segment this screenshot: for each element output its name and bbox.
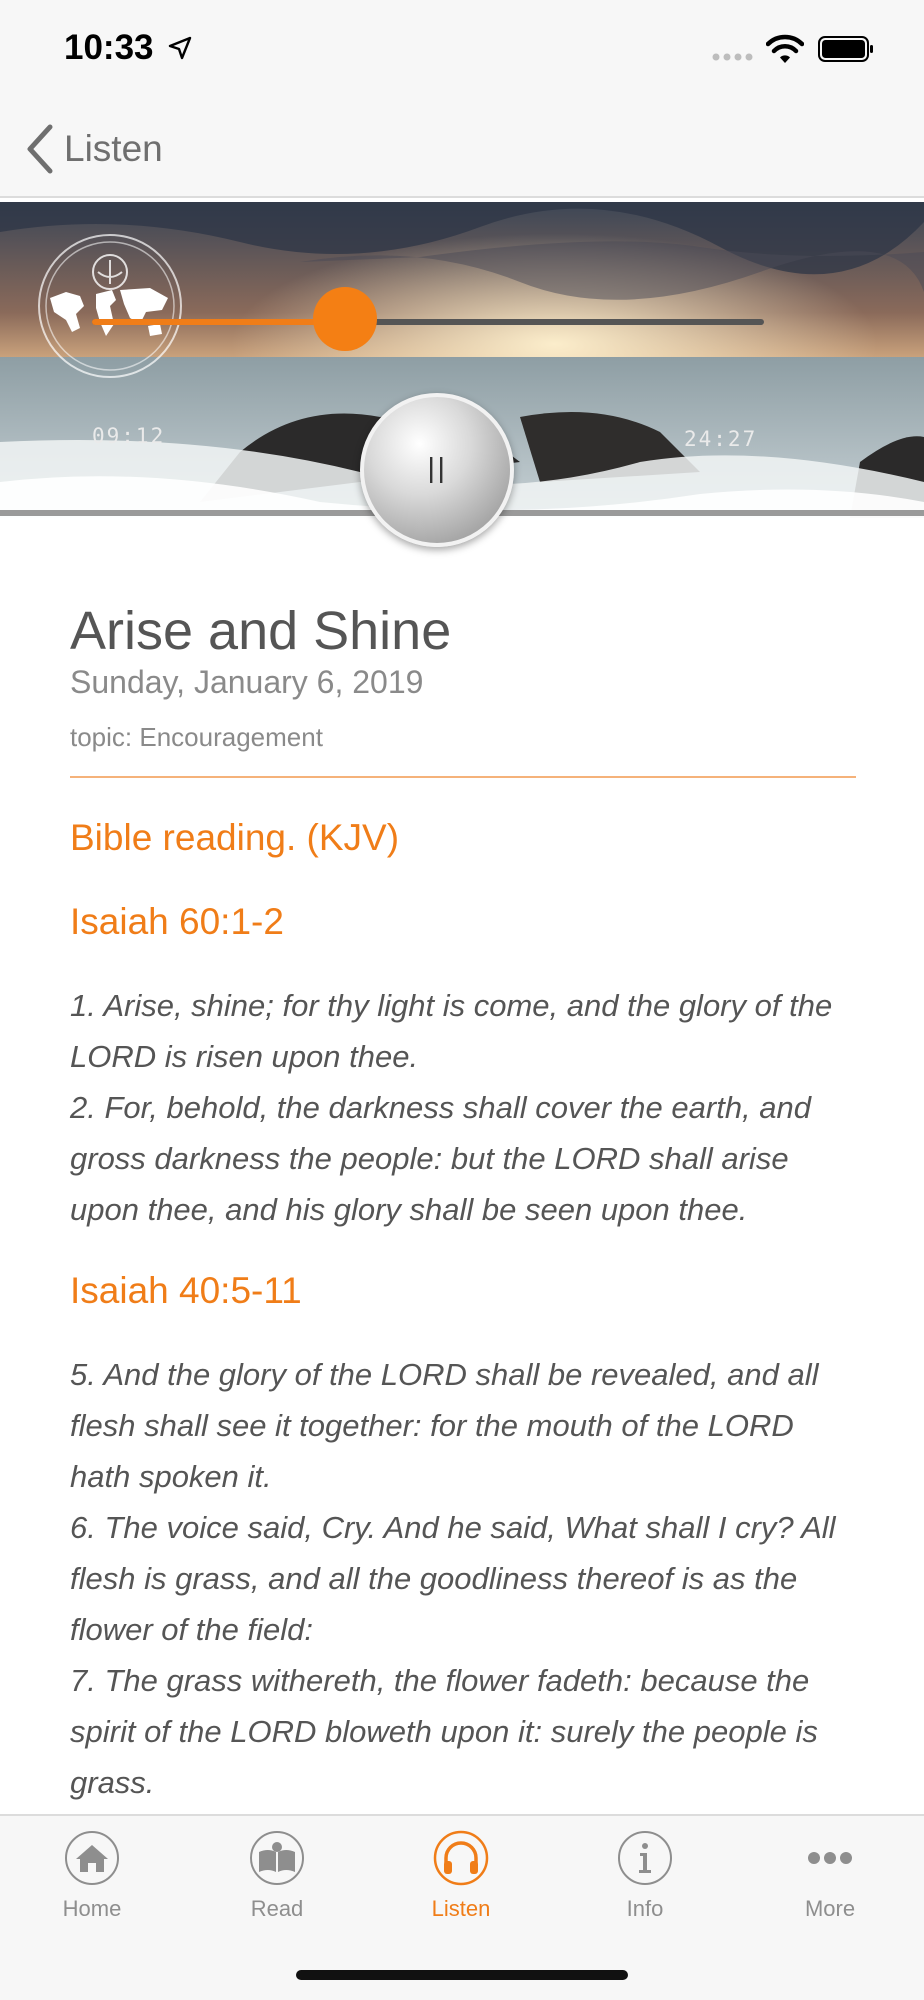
tab-label: More [804, 1896, 856, 1921]
devotional-date: Sunday, January 6, 2019 [70, 664, 424, 700]
home-indicator [296, 1970, 628, 1980]
verse-text: 6. The voice said, Cry. And he said, What shall I cry? All flesh is grass, and all the goodliness thereof is as the flower of the field: [70, 1510, 836, 1647]
elapsed-time: 09:12 [92, 424, 166, 448]
home-icon [64, 1830, 120, 1886]
verse-text: 2. For, behold, the darkness shall cover the earth, and gross darkness the people: but the LORD shall arise upon thee, and his glory shall be seen upon thee. [70, 1090, 812, 1227]
tab-home[interactable] [0, 1830, 184, 1940]
wifi-icon [766, 34, 804, 64]
cellular-signal-icon [712, 52, 756, 62]
tab-label: Info [626, 1896, 664, 1921]
devotional-content [70, 600, 856, 1808]
pause-icon [426, 455, 448, 485]
verse-text: 1. Arise, shine; for thy light is come, and the glory of the LORD is risen upon thee. [70, 988, 833, 1074]
back-button[interactable] [24, 122, 163, 176]
progress-track[interactable] [92, 319, 764, 325]
tab-info[interactable] [553, 1830, 737, 1940]
tab-more[interactable] [738, 1830, 922, 1940]
location-arrow-icon [168, 36, 192, 60]
passage-verses [70, 1349, 856, 1808]
battery-icon [818, 36, 874, 62]
chevron-left-icon [24, 124, 56, 174]
status-bar [0, 0, 924, 100]
tab-label: Read [250, 1896, 304, 1921]
tab-label: Home [62, 1896, 122, 1921]
pause-button[interactable] [360, 393, 514, 547]
info-icon [617, 1830, 673, 1886]
back-label: Listen [64, 128, 163, 169]
progress-slider-thumb[interactable] [313, 287, 377, 351]
headphones-icon [433, 1830, 489, 1886]
total-time: 24:27 [684, 427, 758, 451]
tab-read[interactable] [185, 1830, 369, 1940]
passage-reference: Isaiah 60:1-2 [70, 901, 284, 942]
verse-text: 7. The grass withereth, the flower fadeth: because the spirit of the LORD bloweth upon it: surely the people is grass. [70, 1663, 818, 1800]
navigation-bar [0, 100, 924, 198]
tab-label: Listen [431, 1896, 491, 1921]
world-globe-logo-icon [36, 232, 184, 380]
verse-text: 5. And the glory of the LORD shall be revealed, and all flesh shall see it together: for the mouth of the LORD hath spoken it. [70, 1357, 819, 1494]
passage-reference: Isaiah 40:5-11 [70, 1270, 302, 1311]
section-divider [70, 776, 856, 778]
tab-listen[interactable] [369, 1830, 553, 1940]
status-time: 10:33 [64, 28, 154, 67]
devotional-topic: topic: Encouragement [70, 722, 323, 752]
read-icon [249, 1830, 305, 1886]
more-icon [802, 1830, 858, 1886]
bible-reading-heading: Bible reading. (KJV) [70, 817, 400, 858]
devotional-title: Arise and Shine [70, 601, 452, 661]
progress-fill [92, 319, 345, 325]
passage-verses [70, 980, 856, 1235]
